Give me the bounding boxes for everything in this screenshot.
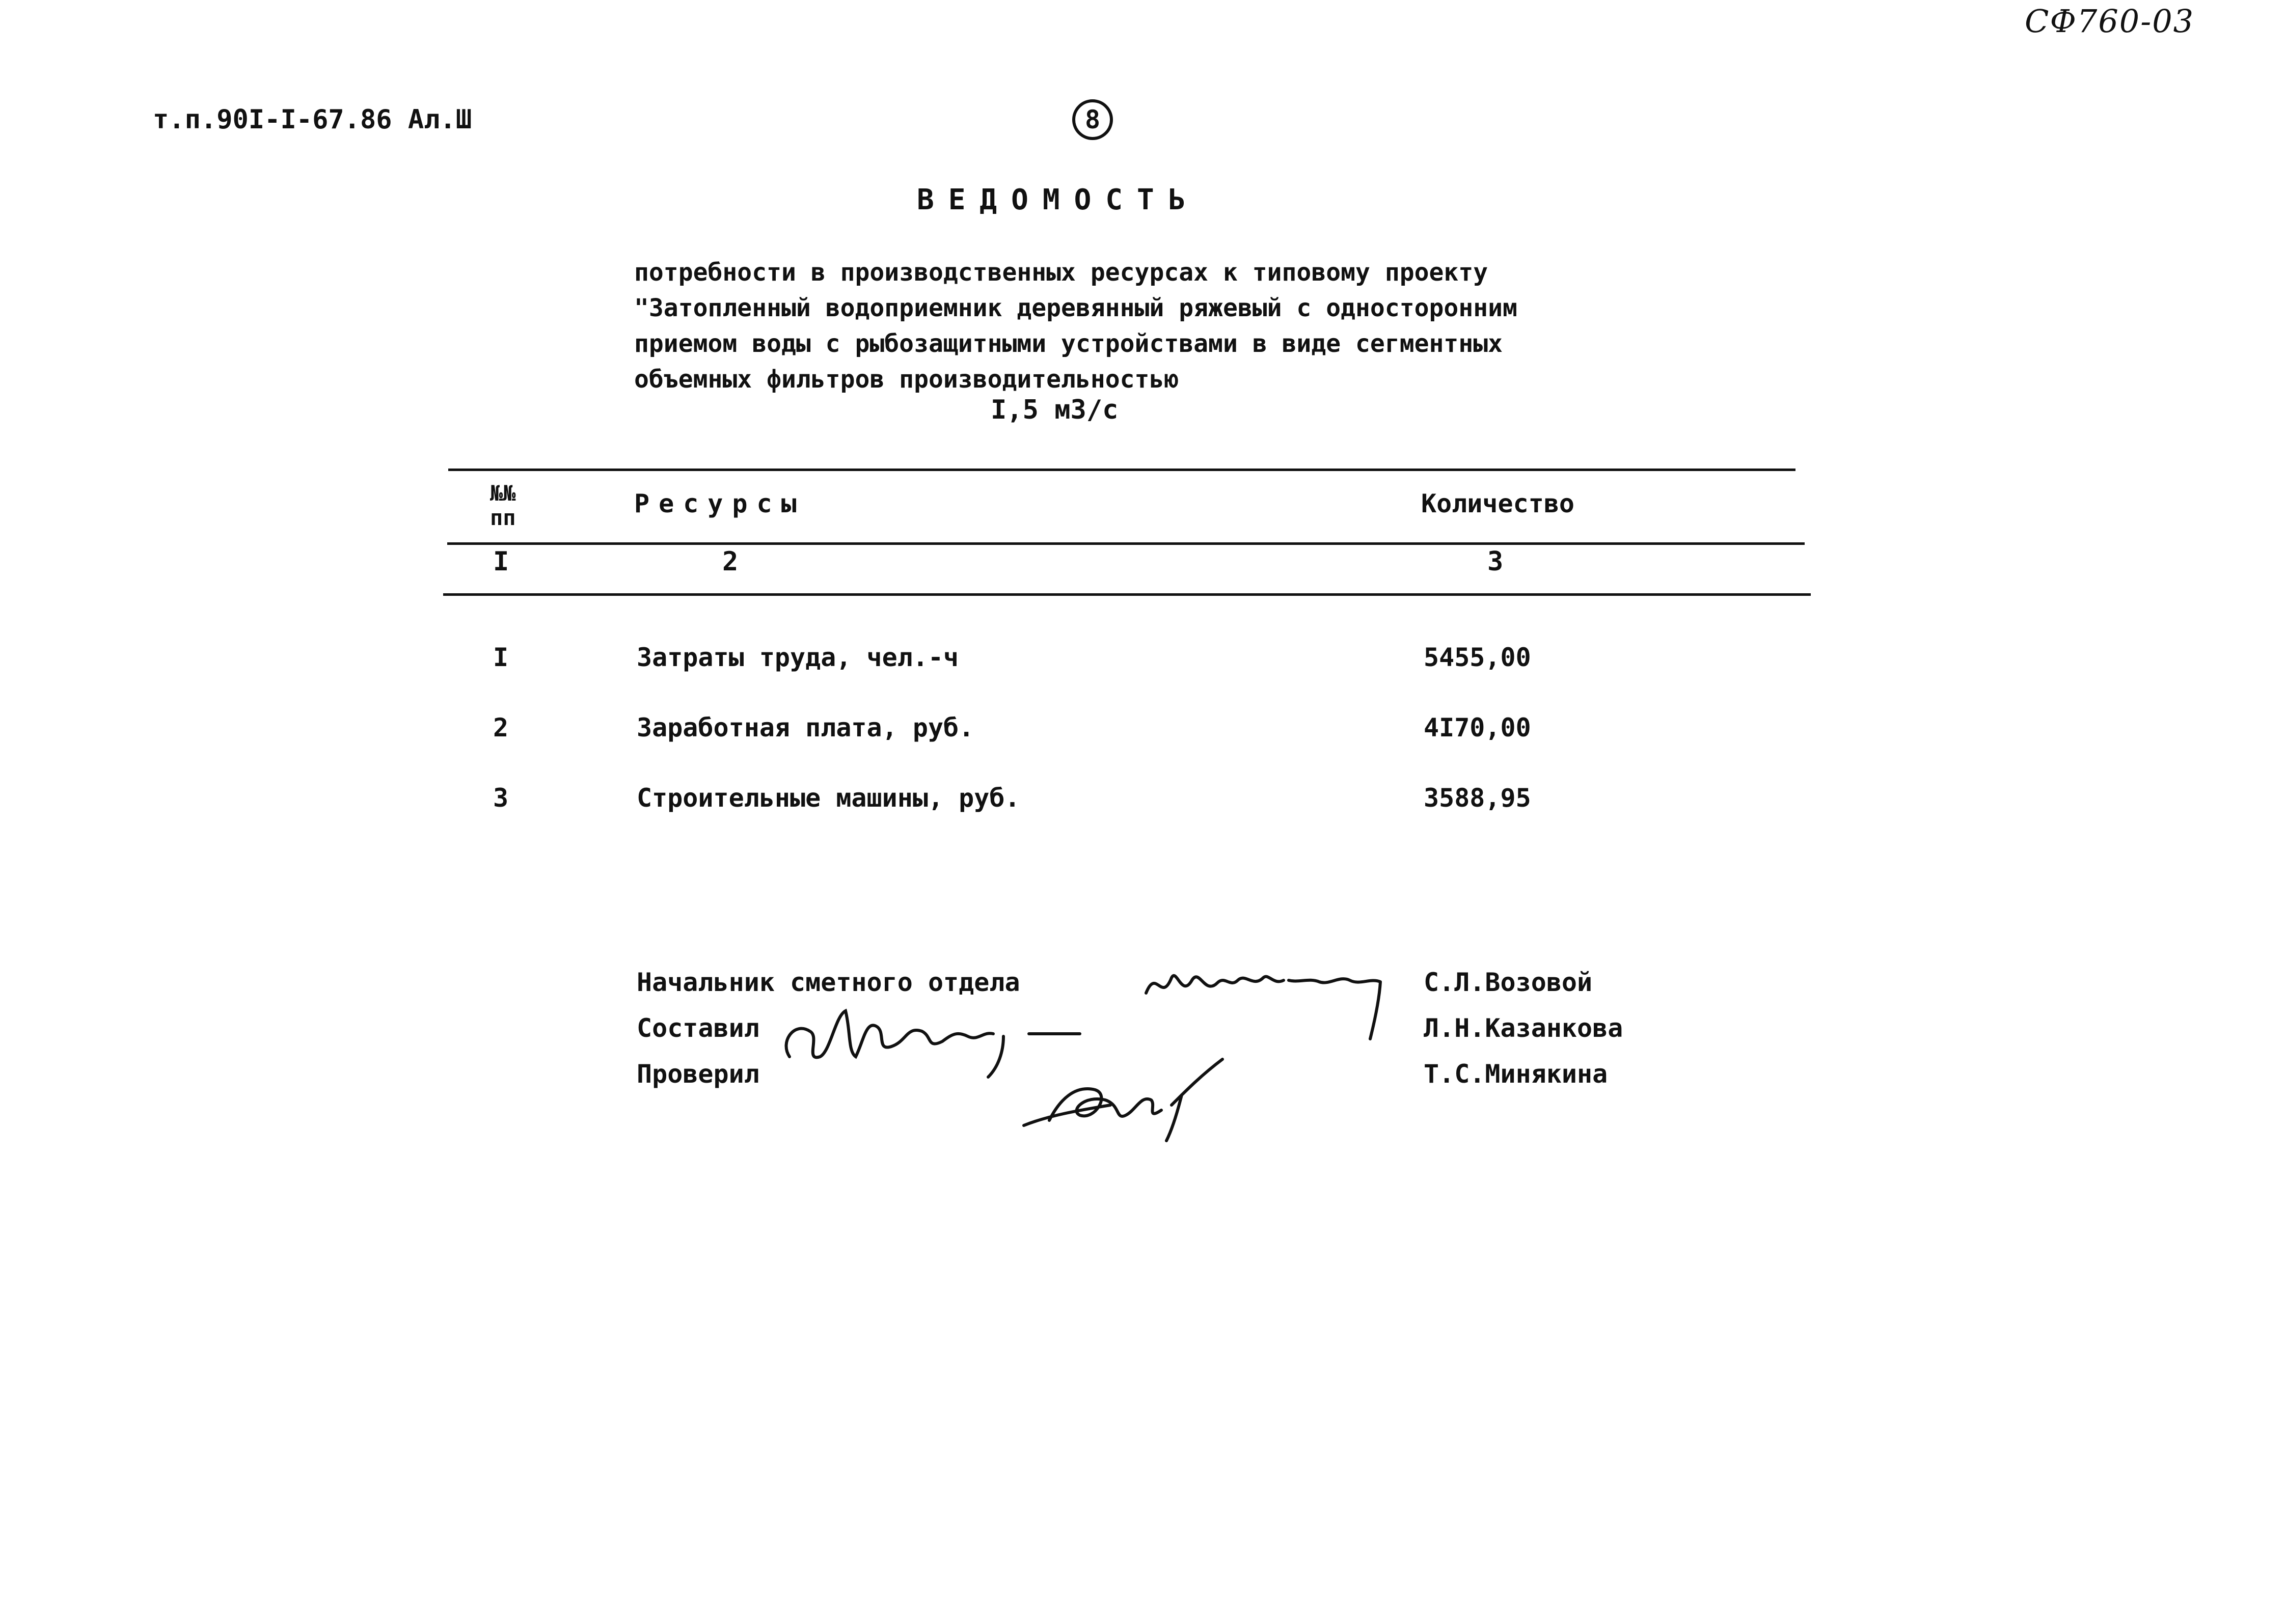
column-header-number: №№ пп	[490, 481, 516, 530]
signature-role-compiled: Составил	[637, 1013, 759, 1043]
row-quantity: 4I70,00	[1424, 713, 1531, 742]
row-quantity: 3588,95	[1424, 783, 1531, 813]
archive-code: СФ760-03	[2025, 3, 2195, 40]
row-number: I	[493, 643, 509, 672]
column-index-1: I	[493, 546, 509, 577]
signature-role-head: Начальник сметного отдела	[637, 968, 1020, 997]
signature-role-checked: Проверил	[637, 1059, 759, 1089]
row-resource: Строительные машины, руб.	[637, 783, 1020, 813]
row-resource: Заработная плата, руб.	[637, 713, 974, 742]
row-number: 2	[493, 713, 509, 742]
handwritten-signature-head	[1136, 957, 1401, 1049]
column-index-2: 2	[722, 546, 739, 577]
column-header-quantity: Количество	[1421, 489, 1575, 518]
row-number: 3	[493, 783, 509, 813]
page-number: 8	[1072, 99, 1113, 140]
capacity-value: I,5 м3/с	[991, 395, 1119, 425]
signature-name-compiled: Л.Н.Казанкова	[1424, 1013, 1623, 1043]
row-resource: Затраты труда, чел.-ч	[637, 643, 959, 672]
document-subtitle: потребности в производственных ресурсах к типовому проекту "Затопленный водоприемник деревянный ряжевый с односторонним приемом воды с рыбозащитными устройствами в виде сегментных объемных фильтров производительностью	[634, 258, 1517, 394]
document-title: ВЕДОМОСТЬ	[917, 183, 1200, 216]
handwritten-signature-checked	[1019, 1054, 1263, 1146]
column-header-resources: Ресурсы	[634, 489, 806, 518]
table-top-rule	[448, 469, 1795, 471]
table-index-rule	[443, 593, 1811, 596]
document-code: т.п.90I-I-67.86 Ал.Ш	[153, 104, 472, 135]
row-quantity: 5455,00	[1424, 643, 1531, 672]
column-index-3: 3	[1487, 546, 1504, 577]
table-header-rule	[447, 542, 1805, 545]
signature-name-checked: Т.С.Минякина	[1424, 1059, 1608, 1089]
signature-name-head: С.Л.Возовой	[1424, 968, 1593, 997]
